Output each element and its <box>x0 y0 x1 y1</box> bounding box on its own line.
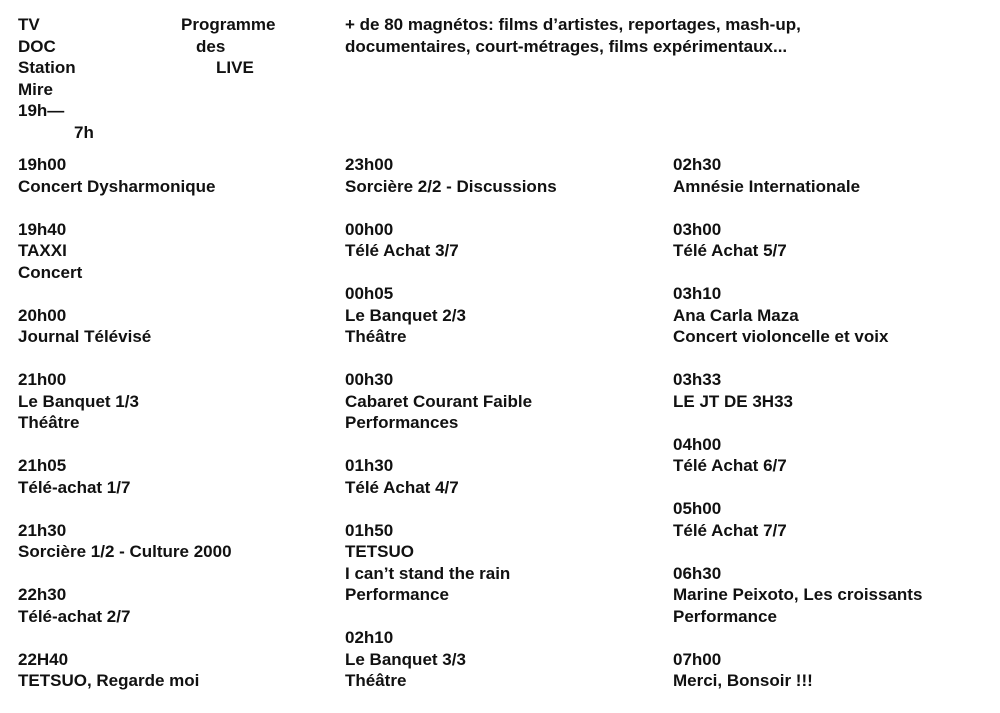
entry-title: Sorcière 1/2 - Culture 2000 <box>18 542 232 561</box>
schedule-entry <box>345 627 665 692</box>
entry-title: TETSUO, Regarde moi <box>18 671 200 690</box>
schedule-entry <box>18 305 338 348</box>
entry-time: 00h00 <box>345 219 394 239</box>
schedule-column-1 <box>18 154 338 713</box>
entry-title: Télé-achat 1/7 <box>18 477 131 497</box>
schedule-entry <box>673 283 993 348</box>
entry-time: 02h10 <box>345 628 394 647</box>
entry-title: Merci, Bonsoir !!! <box>673 671 813 690</box>
entry-time: 03h00 <box>673 219 722 239</box>
programme-heading-line: des <box>196 36 226 56</box>
station-title-line: Station <box>18 58 76 77</box>
schedule-entry <box>673 563 993 628</box>
entry-title: Journal Télévisé <box>18 327 152 346</box>
entry-title: Performance <box>673 606 777 626</box>
station-title-line: Mire <box>18 79 53 99</box>
schedule-entry <box>345 455 665 498</box>
schedule-entry <box>18 369 338 434</box>
entry-title: Cabaret Courant Faible <box>345 391 533 411</box>
entry-time: 00h30 <box>345 370 394 389</box>
entry-time: 03h33 <box>673 370 722 389</box>
entry-title: Télé Achat 3/7 <box>345 241 459 260</box>
entry-time: 20h00 <box>18 305 67 325</box>
time-range-end: 7h <box>74 122 94 142</box>
intro-line: documentaires, court-métrages, films expérimentaux... <box>345 36 788 56</box>
schedule-entry <box>18 455 338 498</box>
entry-title: I can’t stand the rain <box>345 563 511 583</box>
entry-time: 06h30 <box>673 563 722 583</box>
entry-title: Concert <box>18 262 83 282</box>
entry-time: 02h30 <box>673 155 722 174</box>
entry-title: Théâtre <box>345 327 407 346</box>
schedule-entry <box>673 498 993 541</box>
entry-time: 19h00 <box>18 155 67 174</box>
entry-time: 01h50 <box>345 520 394 540</box>
entry-title: Théâtre <box>18 413 80 432</box>
entry-time: 03h10 <box>673 284 722 303</box>
entry-title: Concert violoncelle et voix <box>673 327 889 346</box>
entry-time: 21h30 <box>18 520 67 540</box>
entry-title: TETSUO <box>345 542 414 561</box>
schedule-column-2 <box>345 154 665 713</box>
schedule-entry <box>18 649 338 692</box>
entry-title: Télé Achat 4/7 <box>345 477 459 497</box>
entry-time: 00h05 <box>345 284 394 303</box>
schedule-entry <box>673 649 993 692</box>
entry-title: Marine Peixoto, Les croissants <box>673 585 923 604</box>
entry-title: Amnésie Internationale <box>673 176 861 196</box>
schedule-entry <box>345 520 665 606</box>
entry-title: Performances <box>345 413 459 432</box>
entry-title: Télé-achat 2/7 <box>18 606 131 626</box>
entry-time: 01h30 <box>345 456 394 475</box>
entry-time: 21h05 <box>18 456 67 475</box>
entry-title: Le Banquet 3/3 <box>345 649 466 669</box>
schedule-entry <box>18 154 338 197</box>
entry-title: Télé Achat 5/7 <box>673 241 787 260</box>
schedule-entry <box>673 154 993 197</box>
schedule-entry <box>345 154 665 197</box>
schedule-entry <box>673 369 993 412</box>
station-title-line: TV <box>18 15 40 34</box>
entry-time: 07h00 <box>673 649 722 669</box>
schedule-entry <box>18 219 338 284</box>
programme-intro <box>345 14 985 57</box>
entry-title: Concert Dysharmonique <box>18 176 216 196</box>
schedule-entry <box>673 219 993 262</box>
entry-title: Ana Carla Maza <box>673 305 799 325</box>
station-title-block <box>18 14 94 143</box>
programme-heading-line: Programme <box>181 15 276 34</box>
intro-line: + de 80 magnétos: films d’artistes, reportages, mash-up, <box>345 15 801 34</box>
schedule-entry <box>18 520 338 563</box>
entry-title: Télé Achat 7/7 <box>673 520 787 540</box>
entry-title: LE JT DE 3H33 <box>673 391 793 411</box>
entry-time: 19h40 <box>18 219 67 239</box>
schedule-entry <box>18 584 338 627</box>
entry-time: 05h00 <box>673 499 722 518</box>
entry-title: TAXXI <box>18 241 67 260</box>
entry-title: Performance <box>345 585 449 604</box>
entry-title: Théâtre <box>345 671 407 690</box>
programme-heading <box>181 14 275 79</box>
entry-time: 04h00 <box>673 434 722 454</box>
schedule-entry <box>345 283 665 348</box>
schedule-entry <box>673 434 993 477</box>
schedule-column-3 <box>673 154 993 713</box>
programme-heading-line: LIVE <box>216 58 254 77</box>
entry-time: 23h00 <box>345 155 394 174</box>
schedule-entry <box>345 369 665 434</box>
entry-time: 22H40 <box>18 649 69 669</box>
entry-time: 22h30 <box>18 585 67 604</box>
entry-title: Le Banquet 1/3 <box>18 391 139 411</box>
entry-title: Sorcière 2/2 - Discussions <box>345 176 557 196</box>
time-range-start: 19h— <box>18 101 65 120</box>
entry-title: Télé Achat 6/7 <box>673 456 787 475</box>
entry-time: 21h00 <box>18 370 67 389</box>
schedule-entry <box>345 219 665 262</box>
entry-title: Le Banquet 2/3 <box>345 305 466 325</box>
station-title-line: DOC <box>18 36 56 56</box>
